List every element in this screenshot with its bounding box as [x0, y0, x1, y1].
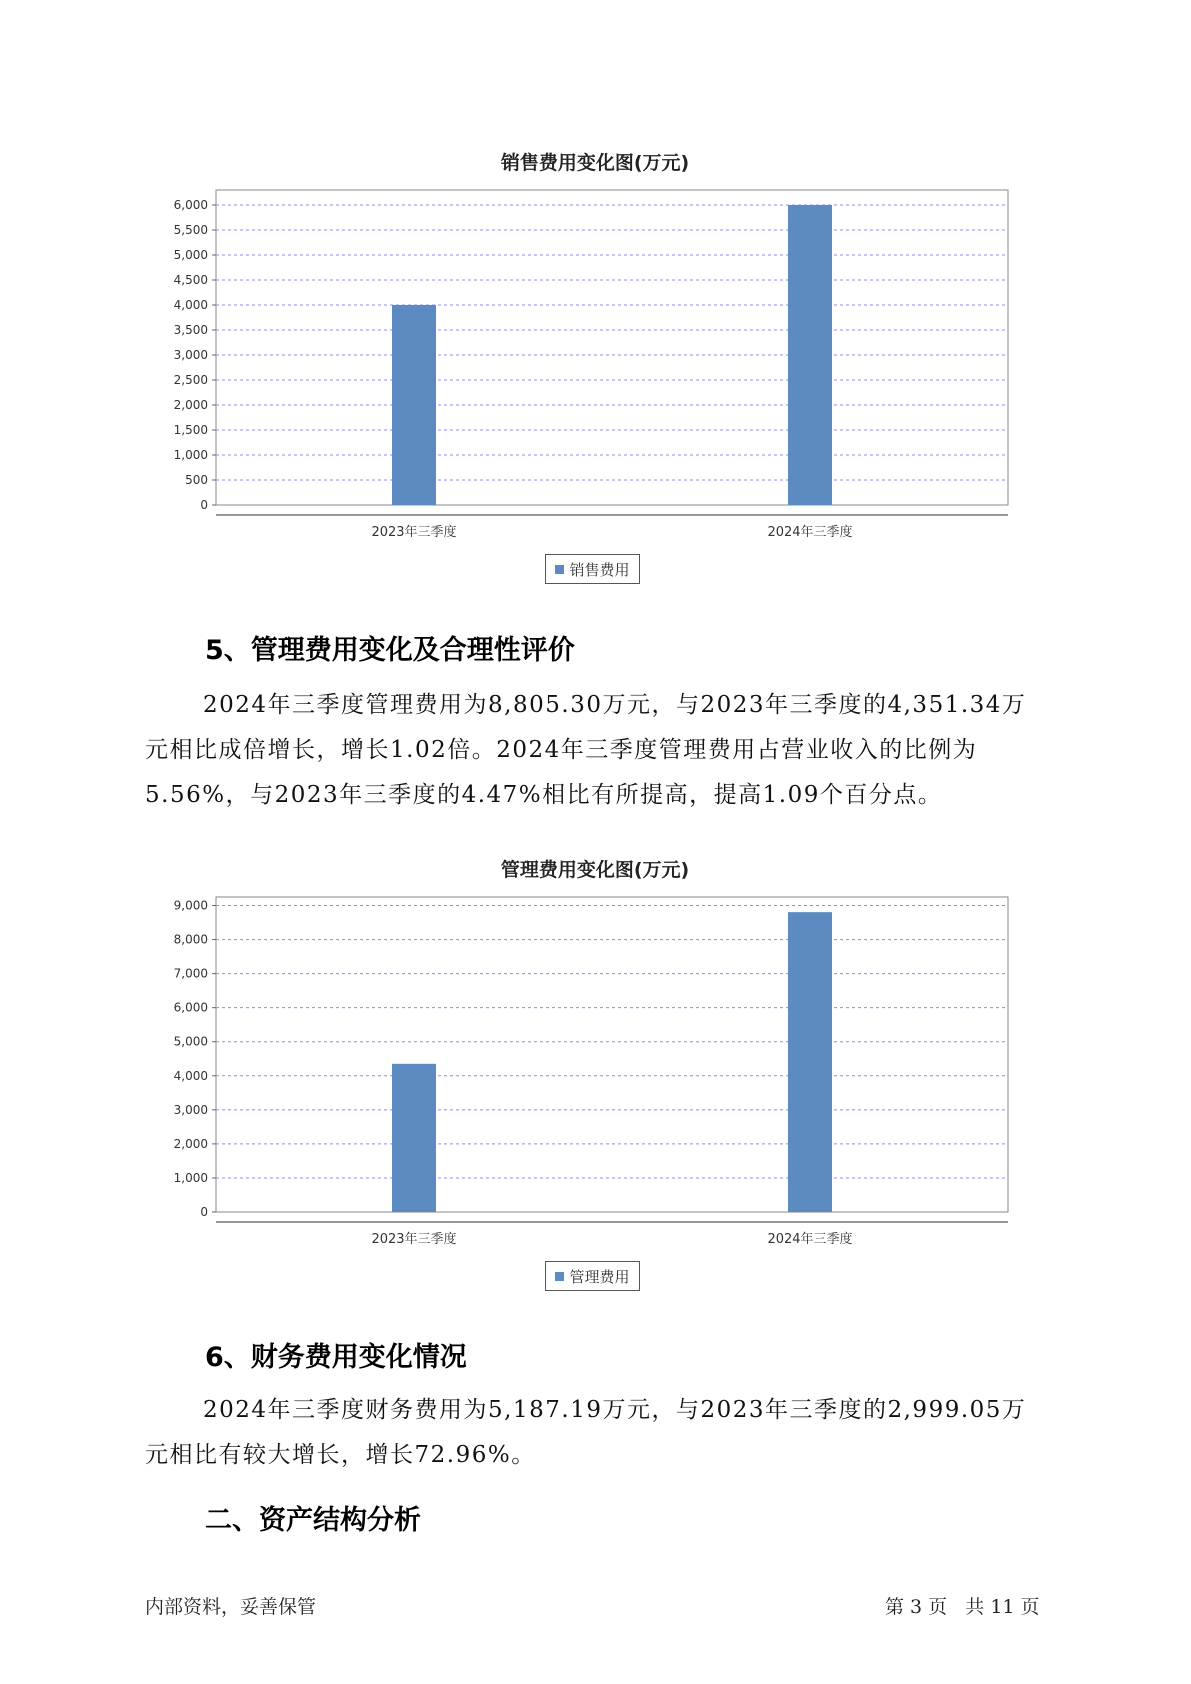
y-tick-label: 9,000: [173, 898, 208, 913]
y-tick-label: 1,000: [173, 1170, 208, 1185]
section-heading-assets: 二、资产结构分析: [205, 1505, 421, 1536]
chart-title: 销售费用变化图(万元): [500, 152, 690, 174]
bar: [392, 1064, 436, 1212]
legend-swatch: [555, 1272, 564, 1281]
x-tick-label: 2023年三季度: [371, 1232, 457, 1247]
section-heading-5: 5、管理费用变化及合理性评价: [205, 635, 575, 666]
y-tick-label: 4,500: [173, 273, 208, 287]
y-tick-label: 6,000: [173, 1000, 208, 1015]
bar: [788, 205, 832, 505]
x-tick-label: 2024年三季度: [767, 525, 853, 540]
y-tick-label: 5,500: [173, 223, 208, 237]
y-tick-label: 5,000: [173, 248, 208, 262]
x-tick-label: 2023年三季度: [371, 525, 457, 540]
sales-expense-chart: [150, 148, 1040, 588]
chart-plot: [150, 148, 1040, 548]
legend-swatch: [555, 565, 564, 574]
y-tick-label: 7,000: [173, 966, 208, 981]
section-heading-6: 6、财务费用变化情况: [205, 1342, 467, 1373]
section-6-paragraph: 2024年三季度财务费用为5,187.19万元，与2023年三季度的2,999.05万元相比有较大增长，增长72.96%。: [145, 1397, 1027, 1468]
section-5-paragraph: 2024年三季度管理费用为8,805.30万元，与2023年三季度的4,351.34万元相比成倍增长，增长1.02倍。2024年三季度管理费用占营业收入的比例为5.56%，与2023年三季度的4.47%相比有所提高，提高1.09个百分点。: [145, 692, 1027, 808]
y-tick-label: 4,000: [173, 1068, 208, 1083]
bar: [392, 305, 436, 505]
chart-plot: [150, 855, 1040, 1255]
y-tick-label: 3,000: [173, 348, 208, 362]
y-tick-label: 1,000: [173, 448, 208, 462]
chart-legend: [545, 1261, 640, 1291]
y-tick-label: 1,500: [173, 423, 208, 437]
legend-label: 销售费用: [569, 560, 630, 579]
y-tick-label: 4,000: [173, 298, 208, 312]
plot-area: [216, 190, 1008, 505]
x-tick-label: 2024年三季度: [767, 1232, 853, 1247]
chart-title: 管理费用变化图(万元): [500, 859, 690, 881]
y-tick-label: 8,000: [173, 932, 208, 947]
footer-left: 内部资料，妥善保管: [145, 1596, 317, 1618]
y-tick-label: 0: [200, 1205, 208, 1219]
y-tick-label: 0: [200, 498, 208, 512]
y-tick-label: 5,000: [173, 1034, 208, 1049]
admin-expense-chart: [150, 855, 1040, 1295]
y-tick-label: 2,500: [173, 373, 208, 387]
y-tick-label: 2,000: [173, 398, 208, 412]
y-tick-label: 500: [185, 473, 208, 487]
plot-area: [216, 897, 1008, 1212]
y-tick-label: 6,000: [173, 198, 208, 212]
legend-label: 管理费用: [569, 1267, 630, 1286]
footer-page-number: 第 3 页 共 11 页: [885, 1596, 1040, 1618]
bar: [788, 912, 832, 1212]
y-tick-label: 2,000: [173, 1136, 208, 1151]
y-tick-label: 3,500: [173, 323, 208, 337]
chart-legend: [545, 554, 640, 584]
y-tick-label: 3,000: [173, 1102, 208, 1117]
